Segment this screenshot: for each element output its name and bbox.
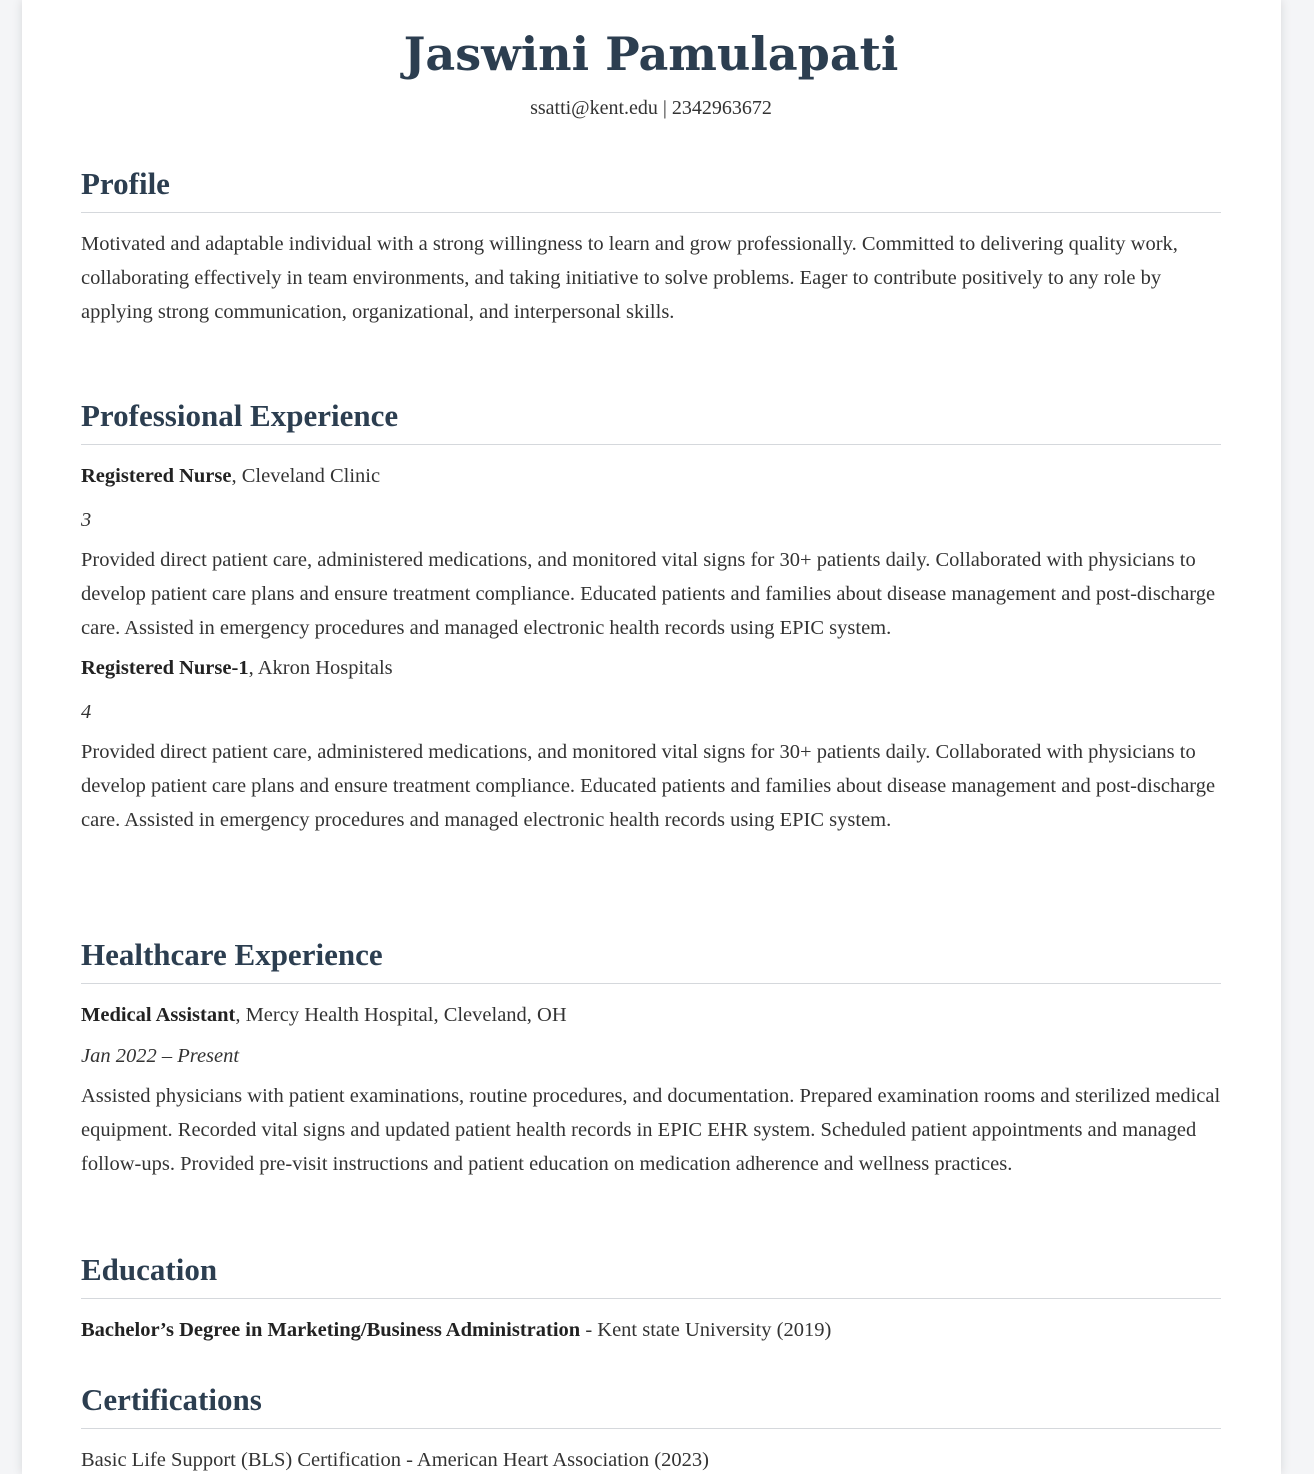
job-description: Provided direct patient care, administered medications, and monitored vital signs for 30+ patients daily. Collaborated with physicians to develop patient care plans and ensure treatment compliance. Educated patients and families about disease management and post-discharge care. Assisted in emergency procedures and managed electronic health records using EPIC system.	[81, 741, 1216, 831]
job-date: 3	[81, 509, 92, 531]
resume-content	[81, 0, 1221, 1471]
job-entry	[81, 653, 1221, 837]
degree-detail: - Kent state University (2019)	[580, 1319, 832, 1341]
education-section	[81, 1250, 1221, 1345]
section-title-profile: Profile	[81, 164, 1221, 213]
certification-item: Basic Life Support (BLS) Certification - American Heart Association (2023)	[81, 1449, 709, 1471]
job-employer: , Akron Hospitals	[248, 657, 393, 679]
job-heading	[81, 461, 1221, 491]
job-heading	[81, 1000, 1221, 1030]
job-role: Registered Nurse-1	[81, 657, 249, 679]
job-role: Registered Nurse	[81, 465, 232, 487]
job-description: Provided direct patient care, administered medications, and monitored vital signs for 30+ patients daily. Collaborated with physicians to develop patient care plans and ensure treatment compliance. Educated patients and families about disease management and post-discharge care. Assisted in emergency procedures and managed electronic health records using EPIC system.	[81, 549, 1216, 639]
job-date: Jan 2022 – Present	[81, 1045, 240, 1067]
resume-page	[22, 0, 1281, 1474]
job-entry	[81, 461, 1221, 645]
job-date: 4	[81, 701, 92, 723]
job-employer: , Cleveland Clinic	[231, 465, 381, 487]
certifications-section	[81, 1380, 1221, 1474]
section-title-professional-experience: Professional Experience	[81, 396, 1221, 445]
section-title-education: Education	[81, 1250, 1221, 1299]
education-entry	[81, 1315, 1221, 1345]
healthcare-experience-section	[81, 935, 1221, 1181]
job-description: Assisted physicians with patient examinations, routine procedures, and documentation. Prepared examination rooms and sterilized medical equipment. Recorded vital signs and updated patient health records in EPIC EHR system. Scheduled patient appointments and managed follow-ups. Provided pre-visit instructions and patient education on medication adherence and wellness practices.	[81, 1085, 1221, 1175]
profile-section	[81, 164, 1221, 329]
professional-experience-section	[81, 396, 1221, 837]
job-role: Medical Assistant	[81, 1004, 236, 1026]
profile-text: Motivated and adaptable individual with a strong willingness to learn and grow professionally. Committed to delivering quality work, collaborating effectively in team environments, and taking initiative to solve problems. Eager to contribute positively to any role by applying strong communication, organizational, and interpersonal skills.	[81, 233, 1178, 323]
section-title-healthcare-experience: Healthcare Experience	[81, 935, 1221, 984]
job-entry	[81, 1000, 1221, 1181]
candidate-name: Jaswini Pamulapati	[403, 27, 899, 81]
section-title-certifications: Certifications	[81, 1380, 1221, 1429]
job-heading	[81, 653, 1221, 683]
degree-name: Bachelor’s Degree in Marketing/Business Administration	[81, 1319, 581, 1341]
job-employer: , Mercy Health Hospital, Cleveland, OH	[235, 1004, 567, 1026]
contact-info: ssatti@kent.edu | 2342963672	[530, 97, 772, 119]
